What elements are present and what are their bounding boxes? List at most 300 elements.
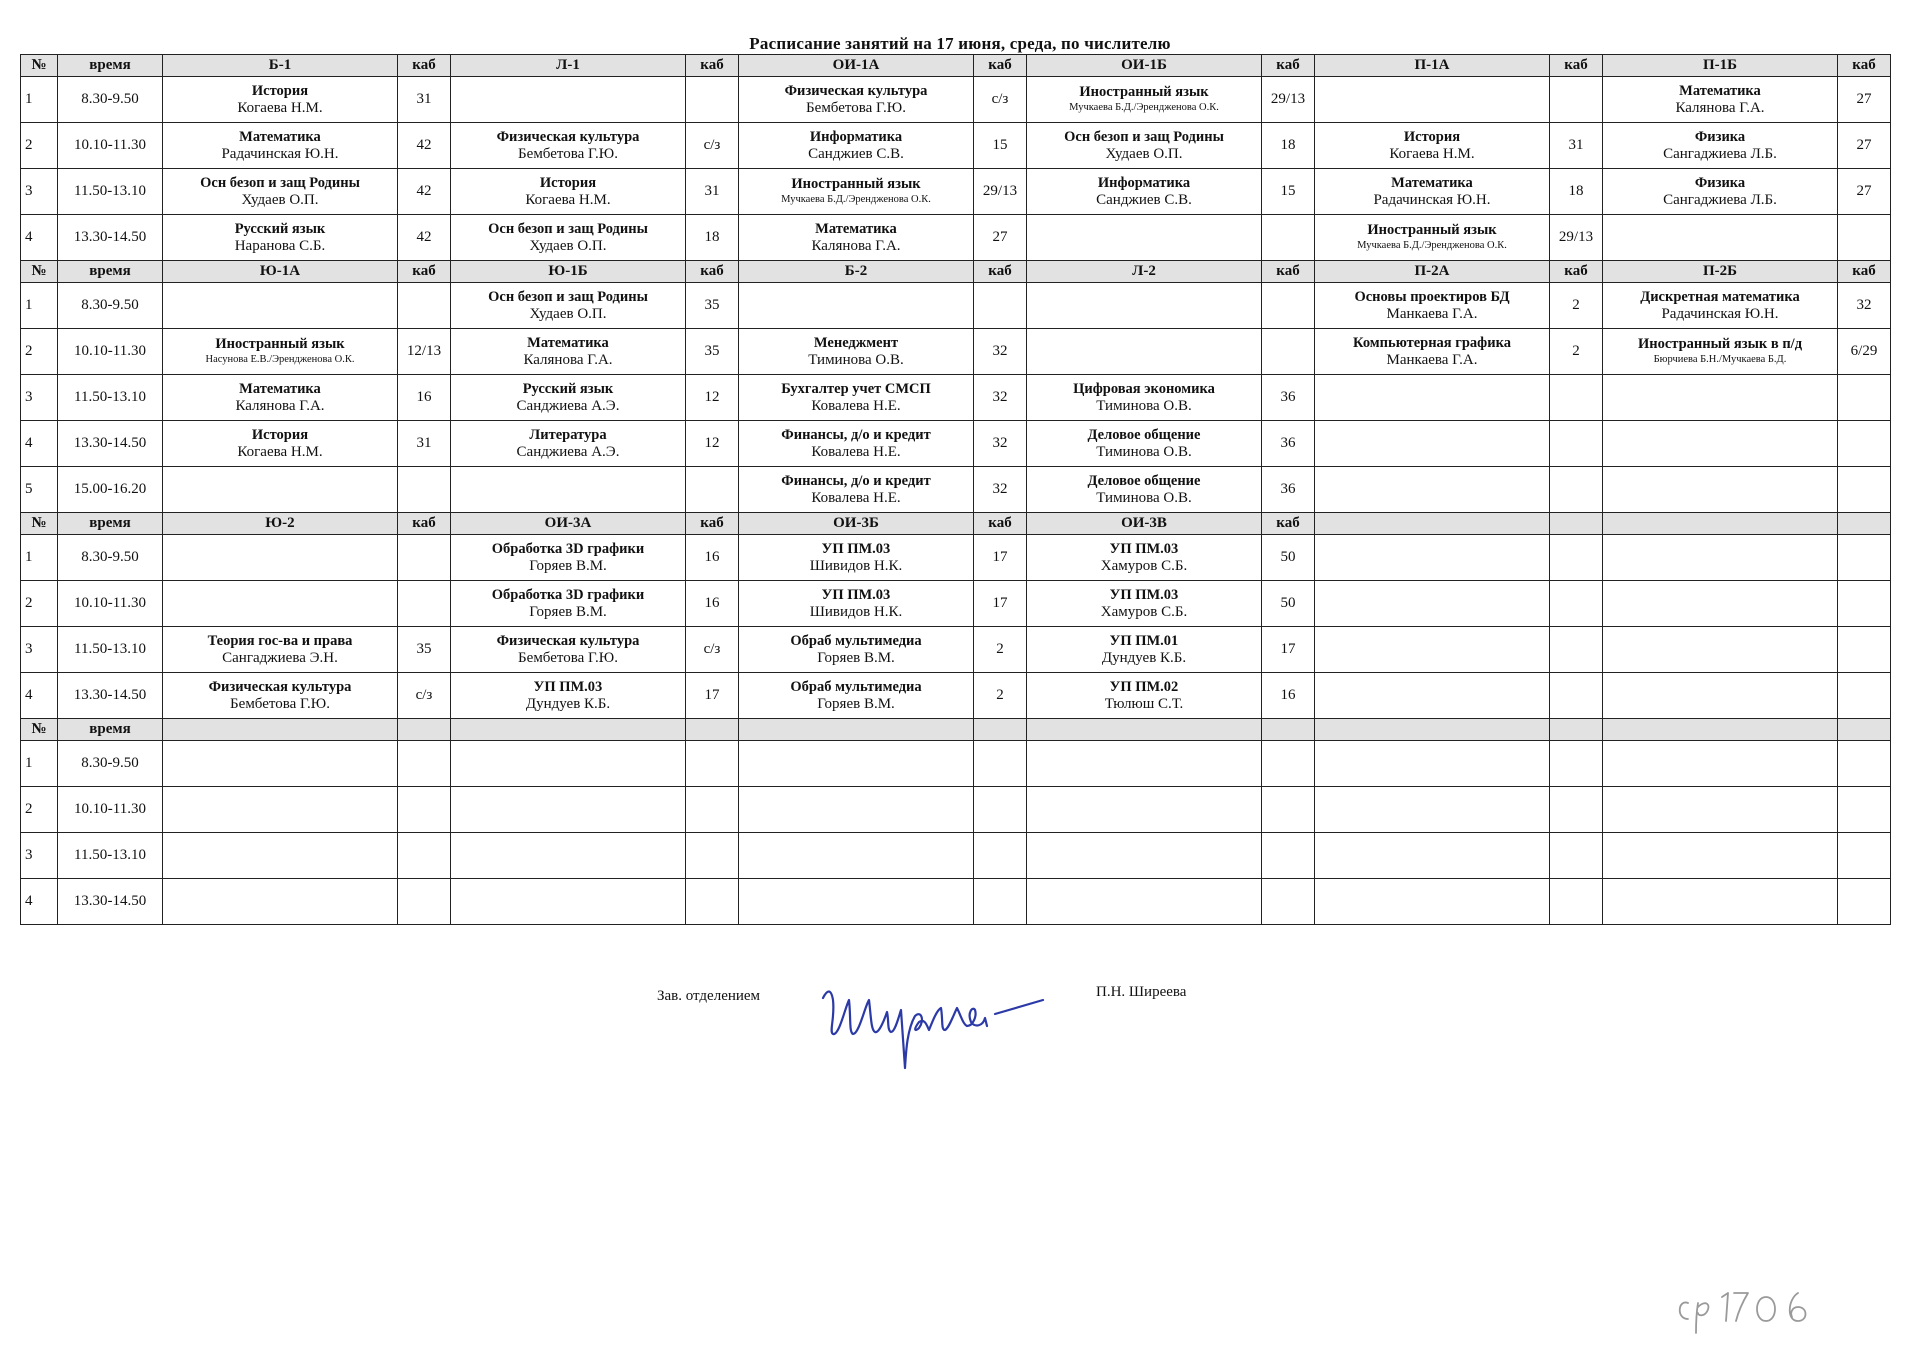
room-number: с/з [398,673,451,719]
header-room [686,719,739,741]
teacher-name: Калянова Г.А. [523,351,613,368]
lesson-number: 4 [21,215,58,261]
lesson-cell [163,169,398,215]
room-number: 32 [974,467,1027,513]
teacher-name: Худаев О.П. [529,305,607,322]
header-time: время [58,513,163,535]
teacher-name: Ковалева Н.Е. [811,397,901,414]
lesson-time: 11.50-13.10 [58,375,163,421]
lesson-cell [451,375,686,421]
schedule-row [21,787,1891,833]
teacher-name: Худаев О.П. [241,191,319,208]
room-number: 50 [1262,535,1315,581]
header-room [1550,513,1603,535]
lesson-cell [163,123,398,169]
subject-name: Цифровая экономика [1073,380,1215,397]
teacher-name: Горяев В.М. [817,695,895,712]
lesson-number: 3 [21,627,58,673]
lesson-cell [739,833,974,879]
lesson-cell [1315,673,1550,719]
header-room [1262,719,1315,741]
subject-name: Математика [815,220,897,237]
teacher-name: Санджиева А.Э. [516,443,620,460]
room-number: 16 [686,581,739,627]
lesson-cell [1603,283,1838,329]
room-number [974,787,1027,833]
room-number [1838,581,1891,627]
lesson-cell [1315,879,1550,925]
lesson-cell [739,787,974,833]
subject-name: История [1403,128,1461,145]
room-number [1550,741,1603,787]
lesson-cell [1603,215,1838,261]
subject-name: Физическая культура [784,82,928,99]
room-number [1262,329,1315,375]
lesson-cell [163,673,398,719]
header-group: П-1А [1315,55,1550,77]
position-label: Зав. отделением [657,988,761,1004]
room-number: 29/13 [974,169,1027,215]
header-room: каб [1838,261,1891,283]
room-number: 31 [398,77,451,123]
lesson-time: 11.50-13.10 [58,833,163,879]
schedule-row [21,283,1891,329]
room-number: 2 [1550,329,1603,375]
room-number: 32 [974,375,1027,421]
room-number: 42 [398,123,451,169]
lesson-cell [1027,77,1262,123]
teacher-name: Сангаджиева Э.Н. [222,649,338,666]
lesson-cell [1603,421,1838,467]
room-number [1550,375,1603,421]
room-number [1550,879,1603,925]
lesson-number: 1 [21,535,58,581]
lesson-cell [1027,673,1262,719]
room-number [1262,741,1315,787]
subject-name: Информатика [1097,174,1191,191]
header-room: каб [974,55,1027,77]
lesson-time: 13.30-14.50 [58,879,163,925]
room-number [1550,673,1603,719]
teacher-name: Бембетова Г.Ю. [518,649,618,666]
subject-name: Деловое общение [1087,426,1201,443]
lesson-cell [451,77,686,123]
room-number: 29/13 [1262,77,1315,123]
lesson-cell [1315,741,1550,787]
header-group: Ю-1А [163,261,398,283]
lesson-cell [1315,535,1550,581]
room-number [1262,283,1315,329]
lesson-cell [739,421,974,467]
subject-name: Финансы, д/о и кредит [781,426,931,443]
lesson-number: 1 [21,741,58,787]
schedule-row [21,421,1891,467]
teacher-name: Тюлюш С.Т. [1104,695,1184,712]
header-number: № [21,719,58,741]
subject-name: Физическая культура [208,678,352,695]
lesson-cell [739,123,974,169]
lesson-cell [1603,787,1838,833]
page-title: Расписание занятий на 17 июня, среда, по числителю [749,34,1171,53]
subject-name: УП ПМ.03 [1109,540,1179,557]
lesson-cell [1603,375,1838,421]
subject-name: Дискретная математика [1640,288,1800,305]
lesson-cell [163,787,398,833]
subject-name: Обработка 3D графики [491,586,645,603]
room-number: 16 [398,375,451,421]
header-group: П-1Б [1603,55,1838,77]
room-number [398,467,451,513]
room-number [398,581,451,627]
room-number: 27 [1838,123,1891,169]
lesson-cell [451,467,686,513]
room-number: 27 [974,215,1027,261]
room-number: 36 [1262,467,1315,513]
schedule-header-row [21,55,1891,77]
lesson-cell [739,215,974,261]
lesson-cell [163,421,398,467]
subject-name: УП ПМ.01 [1109,632,1179,649]
subject-name: Математика [239,380,321,397]
room-number [1262,215,1315,261]
teacher-name: Горяев В.М. [529,603,607,620]
lesson-cell [163,283,398,329]
lesson-cell [451,673,686,719]
teacher-name: Калянова Г.А. [811,237,901,254]
lesson-cell [1027,627,1262,673]
subject-name: Математика [527,334,609,351]
header-time: время [58,261,163,283]
room-number [1838,833,1891,879]
subject-name: УП ПМ.03 [821,586,891,603]
lesson-time: 10.10-11.30 [58,581,163,627]
room-number: 2 [1550,283,1603,329]
room-number [686,879,739,925]
room-number: 17 [1262,627,1315,673]
header-group: ОИ-1Б [1027,55,1262,77]
subject-name: Физическая культура [496,632,640,649]
header-number: № [21,261,58,283]
schedule-row [21,375,1891,421]
room-number [686,77,739,123]
lesson-cell [739,169,974,215]
header-group: ОИ-3Б [739,513,974,535]
room-number: 17 [974,535,1027,581]
room-number [1838,375,1891,421]
header-group [163,719,398,741]
room-number [1838,627,1891,673]
room-number [1838,741,1891,787]
room-number: 15 [974,123,1027,169]
subject-name: Математика [1679,82,1761,99]
lesson-cell [1315,787,1550,833]
lesson-number: 4 [21,421,58,467]
teacher-name: Хамуров С.Б. [1100,603,1188,620]
teacher-name: Горяев В.М. [817,649,895,666]
schedule-header-row [21,261,1891,283]
lesson-number: 1 [21,283,58,329]
lesson-cell [451,535,686,581]
room-number: 31 [398,421,451,467]
header-room: каб [686,261,739,283]
subject-name: Литература [529,426,607,443]
header-time: время [58,55,163,77]
teacher-name: Шивидов Н.К. [809,557,903,574]
header-room [1550,719,1603,741]
room-number: 32 [1838,283,1891,329]
lesson-cell [1027,283,1262,329]
lesson-cell [1603,627,1838,673]
lesson-cell [163,627,398,673]
room-number [398,283,451,329]
lesson-time: 13.30-14.50 [58,215,163,261]
handwritten-date-note [1670,1275,1840,1335]
teacher-name: Радачинская Ю.Н. [221,145,339,162]
room-number [974,741,1027,787]
teacher-name: Тиминова О.В. [1096,397,1192,414]
teacher-name: Тиминова О.В. [1096,489,1192,506]
lesson-cell [1315,833,1550,879]
lesson-cell [739,879,974,925]
lesson-cell [1027,421,1262,467]
subject-name: Деловое общение [1087,472,1201,489]
lesson-cell [451,123,686,169]
room-number [1262,833,1315,879]
lesson-cell [451,627,686,673]
room-number [1550,77,1603,123]
lesson-cell [451,421,686,467]
teacher-name: Мучкаева Б.Д./Эрендженова О.К. [1357,240,1507,251]
header-room: каб [398,513,451,535]
teacher-name: Санджиев С.В. [1096,191,1192,208]
room-number [1838,879,1891,925]
room-number: 31 [686,169,739,215]
subject-name: Осн безоп и защ Родины [1064,128,1224,145]
header-room [974,719,1027,741]
header-room: каб [398,55,451,77]
header-room: каб [1838,55,1891,77]
room-number [1838,467,1891,513]
lesson-cell [1603,77,1838,123]
lesson-cell [1315,77,1550,123]
teacher-name: Горяев В.М. [529,557,607,574]
subject-name: УП ПМ.03 [533,678,603,695]
teacher-name: Бембетова Г.Ю. [806,99,906,116]
schedule-row [21,879,1891,925]
room-number: с/з [974,77,1027,123]
room-number [398,787,451,833]
subject-name: Осн безоп и защ Родины [200,174,360,191]
room-number [398,879,451,925]
room-number: 2 [974,673,1027,719]
lesson-cell [739,581,974,627]
teacher-name: Наранова С.Б. [234,237,326,254]
subject-name: Осн безоп и защ Родины [488,220,648,237]
schedule-row [21,329,1891,375]
subject-name: История [251,82,309,99]
lesson-cell [451,787,686,833]
lesson-cell [163,467,398,513]
header-group [451,719,686,741]
lesson-time: 10.10-11.30 [58,329,163,375]
teacher-name: Манкаева Г.А. [1386,305,1478,322]
subject-name: Иностранный язык в п/д [1637,336,1803,352]
header-room [398,719,451,741]
lesson-cell [1027,535,1262,581]
lesson-cell [451,833,686,879]
header-room: каб [1262,55,1315,77]
schedule-row [21,169,1891,215]
schedule-row [21,467,1891,513]
lesson-number: 1 [21,77,58,123]
teacher-name: Санджиев С.В. [808,145,904,162]
teacher-name: Дундуев К.Б. [525,695,611,712]
subject-name: Иностранный язык [791,176,921,192]
header-number: № [21,513,58,535]
lesson-cell [1603,673,1838,719]
room-number [686,741,739,787]
header-room: каб [686,55,739,77]
subject-name: Иностранный язык [1367,222,1497,238]
header-group [1315,719,1550,741]
room-number [1838,421,1891,467]
room-number: 35 [398,627,451,673]
room-number [1838,215,1891,261]
room-number [1838,787,1891,833]
lesson-cell [1315,283,1550,329]
room-number: 36 [1262,375,1315,421]
header-group: ОИ-3В [1027,513,1262,535]
room-number: 12 [686,375,739,421]
room-number [686,833,739,879]
lesson-cell [1315,215,1550,261]
room-number: 18 [686,215,739,261]
teacher-name: Сангаджиева Л.Б. [1663,191,1777,208]
room-number: 18 [1262,123,1315,169]
subject-name: Физика [1694,174,1746,191]
room-number [1262,879,1315,925]
lesson-time: 10.10-11.30 [58,123,163,169]
room-number: 27 [1838,169,1891,215]
lesson-cell [739,535,974,581]
teacher-name: Мучкаева Б.Д./Эрендженова О.К. [1069,102,1219,113]
teacher-name: Бюрчиева Б.Н./Мучкаева Б.Д. [1653,354,1787,365]
header-number: № [21,55,58,77]
lesson-time: 8.30-9.50 [58,741,163,787]
header-group: П-2А [1315,261,1550,283]
schedule-row [21,741,1891,787]
lesson-cell [1027,879,1262,925]
teacher-name: Радачинская Ю.Н. [1661,305,1779,322]
room-number: 32 [974,329,1027,375]
room-number [1262,787,1315,833]
lesson-cell [739,329,974,375]
lesson-cell [1027,123,1262,169]
teacher-name: Дундуев К.Б. [1101,649,1187,666]
room-number: 31 [1550,123,1603,169]
header-room: каб [1262,261,1315,283]
room-number [974,833,1027,879]
header-group: Л-2 [1027,261,1262,283]
header-room: каб [686,513,739,535]
lesson-cell [163,581,398,627]
room-number: 27 [1838,77,1891,123]
room-number: 42 [398,215,451,261]
subject-name: Математика [1391,174,1473,191]
header-room [1838,719,1891,741]
room-number: 17 [686,673,739,719]
room-number: с/з [686,123,739,169]
lesson-cell [1315,467,1550,513]
schedule-header-row [21,513,1891,535]
header-room: каб [974,261,1027,283]
subject-name: Обраб мультимедиа [790,632,922,649]
lesson-cell [1315,123,1550,169]
header-group: Б-2 [739,261,974,283]
teacher-name: Хамуров С.Б. [1100,557,1188,574]
signatory-name: П.Н. Ширеева [1096,984,1187,1000]
lesson-number: 2 [21,787,58,833]
lesson-cell [1603,169,1838,215]
subject-name: УП ПМ.03 [821,540,891,557]
subject-name: Иностранный язык [1079,84,1209,100]
lesson-cell [451,283,686,329]
room-number [1550,833,1603,879]
room-number: 6/29 [1838,329,1891,375]
room-number: 29/13 [1550,215,1603,261]
header-group [1315,513,1550,535]
subject-name: Русский язык [234,220,326,237]
lesson-time: 11.50-13.10 [58,169,163,215]
schedule-row [21,535,1891,581]
lesson-time: 11.50-13.10 [58,627,163,673]
schedule-row [21,77,1891,123]
room-number: 18 [1550,169,1603,215]
lesson-cell [163,329,398,375]
header-room: каб [1262,513,1315,535]
room-number [686,787,739,833]
teacher-name: Когаева Н.М. [525,191,611,208]
lesson-time: 15.00-16.20 [58,467,163,513]
room-number [974,283,1027,329]
subject-name: УП ПМ.02 [1109,678,1179,695]
lesson-cell [451,169,686,215]
room-number [1550,421,1603,467]
header-group: Ю-1Б [451,261,686,283]
lesson-cell [739,467,974,513]
room-number: 36 [1262,421,1315,467]
lesson-cell [1315,169,1550,215]
lesson-cell [739,741,974,787]
lesson-cell [163,375,398,421]
subject-name: История [251,426,309,443]
room-number [1550,467,1603,513]
lesson-cell [1603,833,1838,879]
subject-name: Теория гос-ва и права [207,632,353,649]
header-group: Л-1 [451,55,686,77]
lesson-number: 3 [21,833,58,879]
lesson-number: 3 [21,375,58,421]
lesson-cell [1603,467,1838,513]
room-number: 50 [1262,581,1315,627]
lesson-cell [1027,329,1262,375]
lesson-time: 8.30-9.50 [58,283,163,329]
schedule-row [21,833,1891,879]
room-number: 35 [686,329,739,375]
room-number: 42 [398,169,451,215]
teacher-name: Сангаджиева Л.Б. [1663,145,1777,162]
header-group [1603,719,1838,741]
